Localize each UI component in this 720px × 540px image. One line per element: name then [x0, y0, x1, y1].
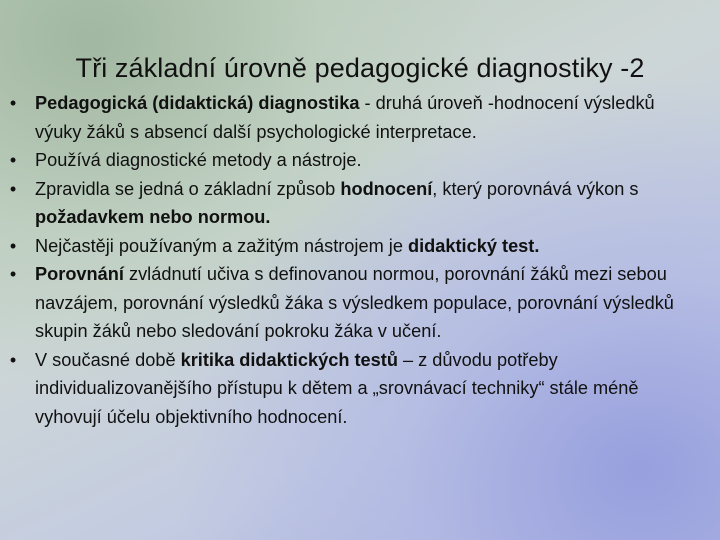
bullet-item-hodnoceni — [0, 175, 720, 232]
bullet-icon: • — [9, 150, 17, 170]
bullet-lead: Porovnání — [35, 264, 124, 284]
bullet-emphasis: požadavkem nebo normou. — [35, 207, 271, 227]
bullet-item-didakticky-test — [0, 232, 720, 261]
bullet-item-pedagogicka-diagnostika — [0, 89, 720, 146]
bullet-icon: • — [9, 349, 17, 370]
bullet-text: - druhá úroveň -hodnocení výsledků výuky žáků s absencí další psychologické interpretace. — [35, 93, 655, 142]
bullet-icon: • — [9, 178, 17, 199]
bullet-text: zvládnutí učiva s definovanou normou, porovnání žáků mezi sebou navzájem, porovnání výsledků žáka s výsledkem populace, porovnání výsledků skupin žáků nebo sledování pokroku žáka v učení. — [35, 264, 674, 341]
bullet-icon: • — [9, 264, 17, 284]
bullet-text: V současné době — [35, 349, 181, 370]
bullet-text: , který porovnává výkon s — [432, 178, 639, 199]
bullet-icon: • — [9, 235, 17, 256]
bullet-item-metody — [0, 146, 720, 175]
slide-title: Tři základní úrovně pedagogické diagnostiky -2 — [75, 53, 645, 83]
bullet-text: – z důvodu potřeby individualizovanějšího přístupu k dětem a „srovnávací techniky“ stále méně vyhovují účelu objektivního hodnocení. — [35, 349, 639, 427]
bullet-text: Nejčastěji používaným a zažitým nástrojem je — [35, 235, 408, 256]
bullet-lead: Pedagogická (didaktická) diagnostika — [35, 93, 360, 113]
bullet-icon: • — [9, 93, 17, 113]
bullet-emphasis: kritika didaktických testů — [180, 349, 398, 370]
bullet-list — [0, 89, 720, 431]
bullet-item-porovnani — [0, 260, 720, 346]
bullet-text: Používá diagnostické metody a nástroje. — [35, 150, 362, 170]
bullet-text: Zpravidla se jedná o základní způsob — [35, 178, 341, 199]
bullet-item-kritika — [0, 346, 720, 432]
bullet-emphasis: hodnocení — [340, 178, 433, 199]
bullet-emphasis: didaktický test. — [408, 235, 540, 256]
